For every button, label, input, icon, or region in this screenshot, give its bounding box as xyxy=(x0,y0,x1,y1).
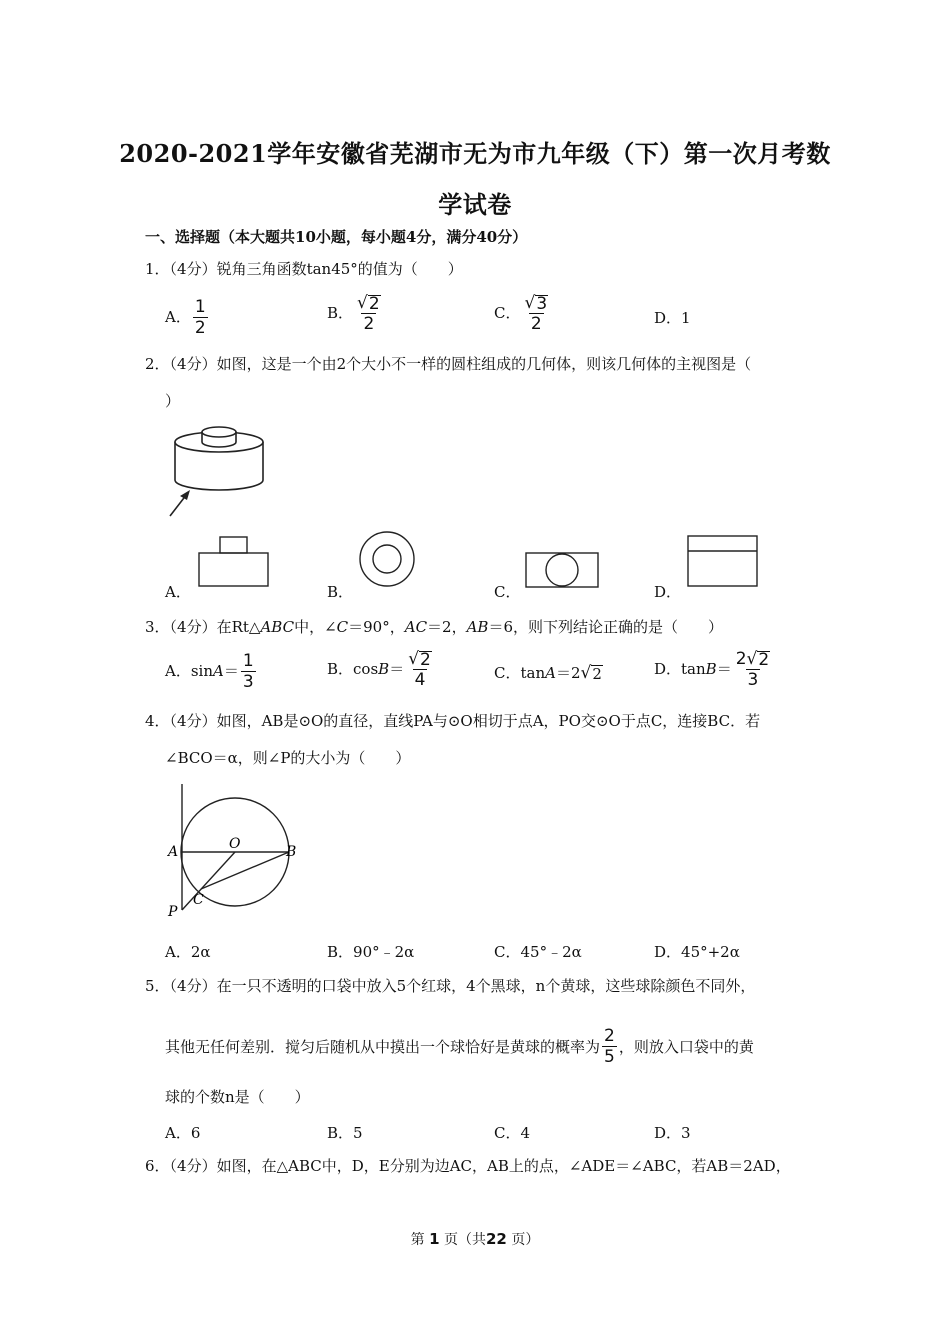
footer-post: 页） xyxy=(511,1232,540,1248)
q3-option-c xyxy=(494,662,603,683)
q1-option-c xyxy=(494,294,552,334)
q2-option-d-figure xyxy=(687,535,759,588)
q1-b-fraction: √ 2 2 xyxy=(357,293,380,334)
q4-option-b: B．90°﹣2α xyxy=(327,943,415,961)
q3-option-b xyxy=(327,650,436,690)
q1-c-radicand: 3 xyxy=(536,294,548,314)
q3-side-ac: AC xyxy=(404,618,428,636)
q1-b-label: B． xyxy=(327,304,354,322)
footer-total-pages: 22 xyxy=(486,1230,507,1248)
q1-a-label: A． xyxy=(165,308,191,326)
q1-option-a xyxy=(165,298,210,338)
q5-stem-line-3: 球的个数n是（ ） xyxy=(165,1088,310,1106)
q3-mid2: ＝90°， xyxy=(348,618,405,636)
q3-option-d xyxy=(654,650,774,690)
q1-b-radicand: 2 xyxy=(368,294,380,314)
q3-b-var: B xyxy=(378,660,390,678)
q3-triangle: ABC xyxy=(260,618,295,636)
q2-option-a: A． xyxy=(165,583,191,601)
q3-post: ＝6，则下列结论正确的是（ ） xyxy=(488,618,723,636)
q1-b-den: 2 xyxy=(363,314,375,334)
q5-stem-line-2 xyxy=(165,1025,754,1069)
q1-c-fraction: √ 3 2 xyxy=(524,293,548,334)
q4-circle-figure xyxy=(165,782,310,922)
q4-label-p: P xyxy=(168,904,178,920)
q3-c-var: A xyxy=(545,664,556,682)
q5-frac-den: 5 xyxy=(604,1047,615,1067)
q3-b-eq: ＝ xyxy=(389,660,405,678)
q3-angle-c: C xyxy=(336,618,349,636)
q3-d-coef: 2 xyxy=(735,649,747,669)
q4-option-d: D．45°+2α xyxy=(654,943,740,961)
q2-option-a-figure xyxy=(198,536,270,588)
section-heading: 一、选择题（本大题共10小题，每小题4分，满分40分） xyxy=(145,228,528,246)
q1-a-den: 2 xyxy=(194,318,206,338)
q3-pre: 3．（4分）在Rt△ xyxy=(145,618,261,636)
q4-label-o: O xyxy=(229,836,241,852)
q5-fraction xyxy=(602,1027,617,1067)
q1-option-d: D．1 xyxy=(654,309,691,327)
q4-stem-line-1: 4．（4分）如图，AB是⊙O的直径，直线PA与⊙O相切于点A，PO交⊙O于点C，连接BC．若 xyxy=(145,712,761,730)
q4-label-b: B xyxy=(286,844,297,860)
footer-mid: 页（共 xyxy=(444,1232,486,1248)
q3-a-eq: ＝ xyxy=(223,662,239,680)
q3-a-den: 3 xyxy=(242,672,254,692)
q2-stem-line-2: ） xyxy=(165,392,181,410)
q3-a-fraction xyxy=(241,652,256,692)
footer-page-number: 1 xyxy=(429,1230,440,1248)
q3-b-den: 4 xyxy=(414,670,426,690)
q3-d-eq: ＝ xyxy=(716,660,732,678)
q1-a-num: 1 xyxy=(194,297,206,317)
q4-stem-line-2: ∠BCO＝α，则∠P的大小为（ ） xyxy=(165,749,411,767)
q5-stem-pre: 其他无任何差别．搅匀后随机从中摸出一个球恰好是黄球的概率为 xyxy=(165,1038,601,1056)
q2-option-c-figure xyxy=(525,552,599,588)
q5-option-d: D．3 xyxy=(654,1124,691,1142)
q3-mid1: 中，∠ xyxy=(294,618,337,636)
q5-stem-post: ，则放入口袋中的黄 xyxy=(618,1038,754,1056)
q1-stem: 1．（4分）锐角三角函数tan45°的值为（ ） xyxy=(145,260,463,278)
q2-option-b: B． xyxy=(327,583,354,601)
q4-option-a: A．2α xyxy=(165,943,211,961)
page-footer xyxy=(0,1229,950,1249)
q2-option-b-figure xyxy=(358,530,416,588)
q5-option-c: C．4 xyxy=(494,1124,531,1142)
q2-option-c: C． xyxy=(494,583,521,601)
footer-pre: 第 xyxy=(410,1232,425,1248)
q3-d-den: 3 xyxy=(747,670,759,690)
q5-option-b: B．5 xyxy=(327,1124,363,1142)
q3-a-var: A xyxy=(213,662,224,680)
q5-option-a: A．6 xyxy=(165,1124,201,1142)
q3-c-label: C．tan xyxy=(494,664,546,682)
q5-frac-num: 2 xyxy=(604,1026,615,1046)
q3-mid3: ＝2， xyxy=(427,618,467,636)
q2-solid-figure xyxy=(160,420,270,520)
q3-side-ab: AB xyxy=(466,618,489,636)
q1-option-b xyxy=(327,294,385,334)
q3-c-radicand: 2 xyxy=(592,665,602,683)
q3-b-label: B．cos xyxy=(327,660,379,678)
q2-stem-line-1: 2．（4分）如图，这是一个由2个大小不一样的圆柱组成的几何体，则该几何体的主视图是（ xyxy=(145,355,752,373)
q3-b-fraction: √ 2 4 xyxy=(408,649,431,690)
q4-option-c: C．45°﹣2α xyxy=(494,943,582,961)
q3-d-label: D．tan xyxy=(654,660,706,678)
q3-d-radicand: 2 xyxy=(758,650,770,670)
q6-stem-line-1: 6．（4分）如图，在△ABC中，D，E分别为边AC，AB上的点，∠ADE＝∠ABC，若AB＝2AD， xyxy=(145,1157,791,1175)
q4-label-a: A xyxy=(168,844,179,860)
q3-c-sqrt: √ 2 xyxy=(580,663,602,683)
q3-stem xyxy=(145,617,723,637)
q3-d-var: B xyxy=(705,660,717,678)
q4-label-c: C xyxy=(193,892,204,908)
q3-a-num: 1 xyxy=(242,651,254,671)
q1-a-fraction xyxy=(193,298,208,338)
q3-b-radicand: 2 xyxy=(420,650,431,670)
q1-c-den: 2 xyxy=(530,314,542,334)
q3-option-a xyxy=(165,652,258,692)
q3-d-fraction: 2 √ 2 3 xyxy=(735,649,770,690)
title-line-2: 学试卷 xyxy=(438,190,512,219)
q1-c-label: C． xyxy=(494,304,521,322)
title-line-1: 2020-2021学年安徽省芜湖市无为市九年级（下）第一次月考数 xyxy=(119,139,831,168)
q3-c-eq: ＝2 xyxy=(555,664,581,682)
q3-a-label: A．sin xyxy=(165,662,213,680)
q5-stem-line-1: 5．（4分）在一只不透明的口袋中放入5个红球，4个黑球，n个黄球，这些球除颜色不同外， xyxy=(145,977,756,995)
q2-option-d: D． xyxy=(654,583,682,601)
